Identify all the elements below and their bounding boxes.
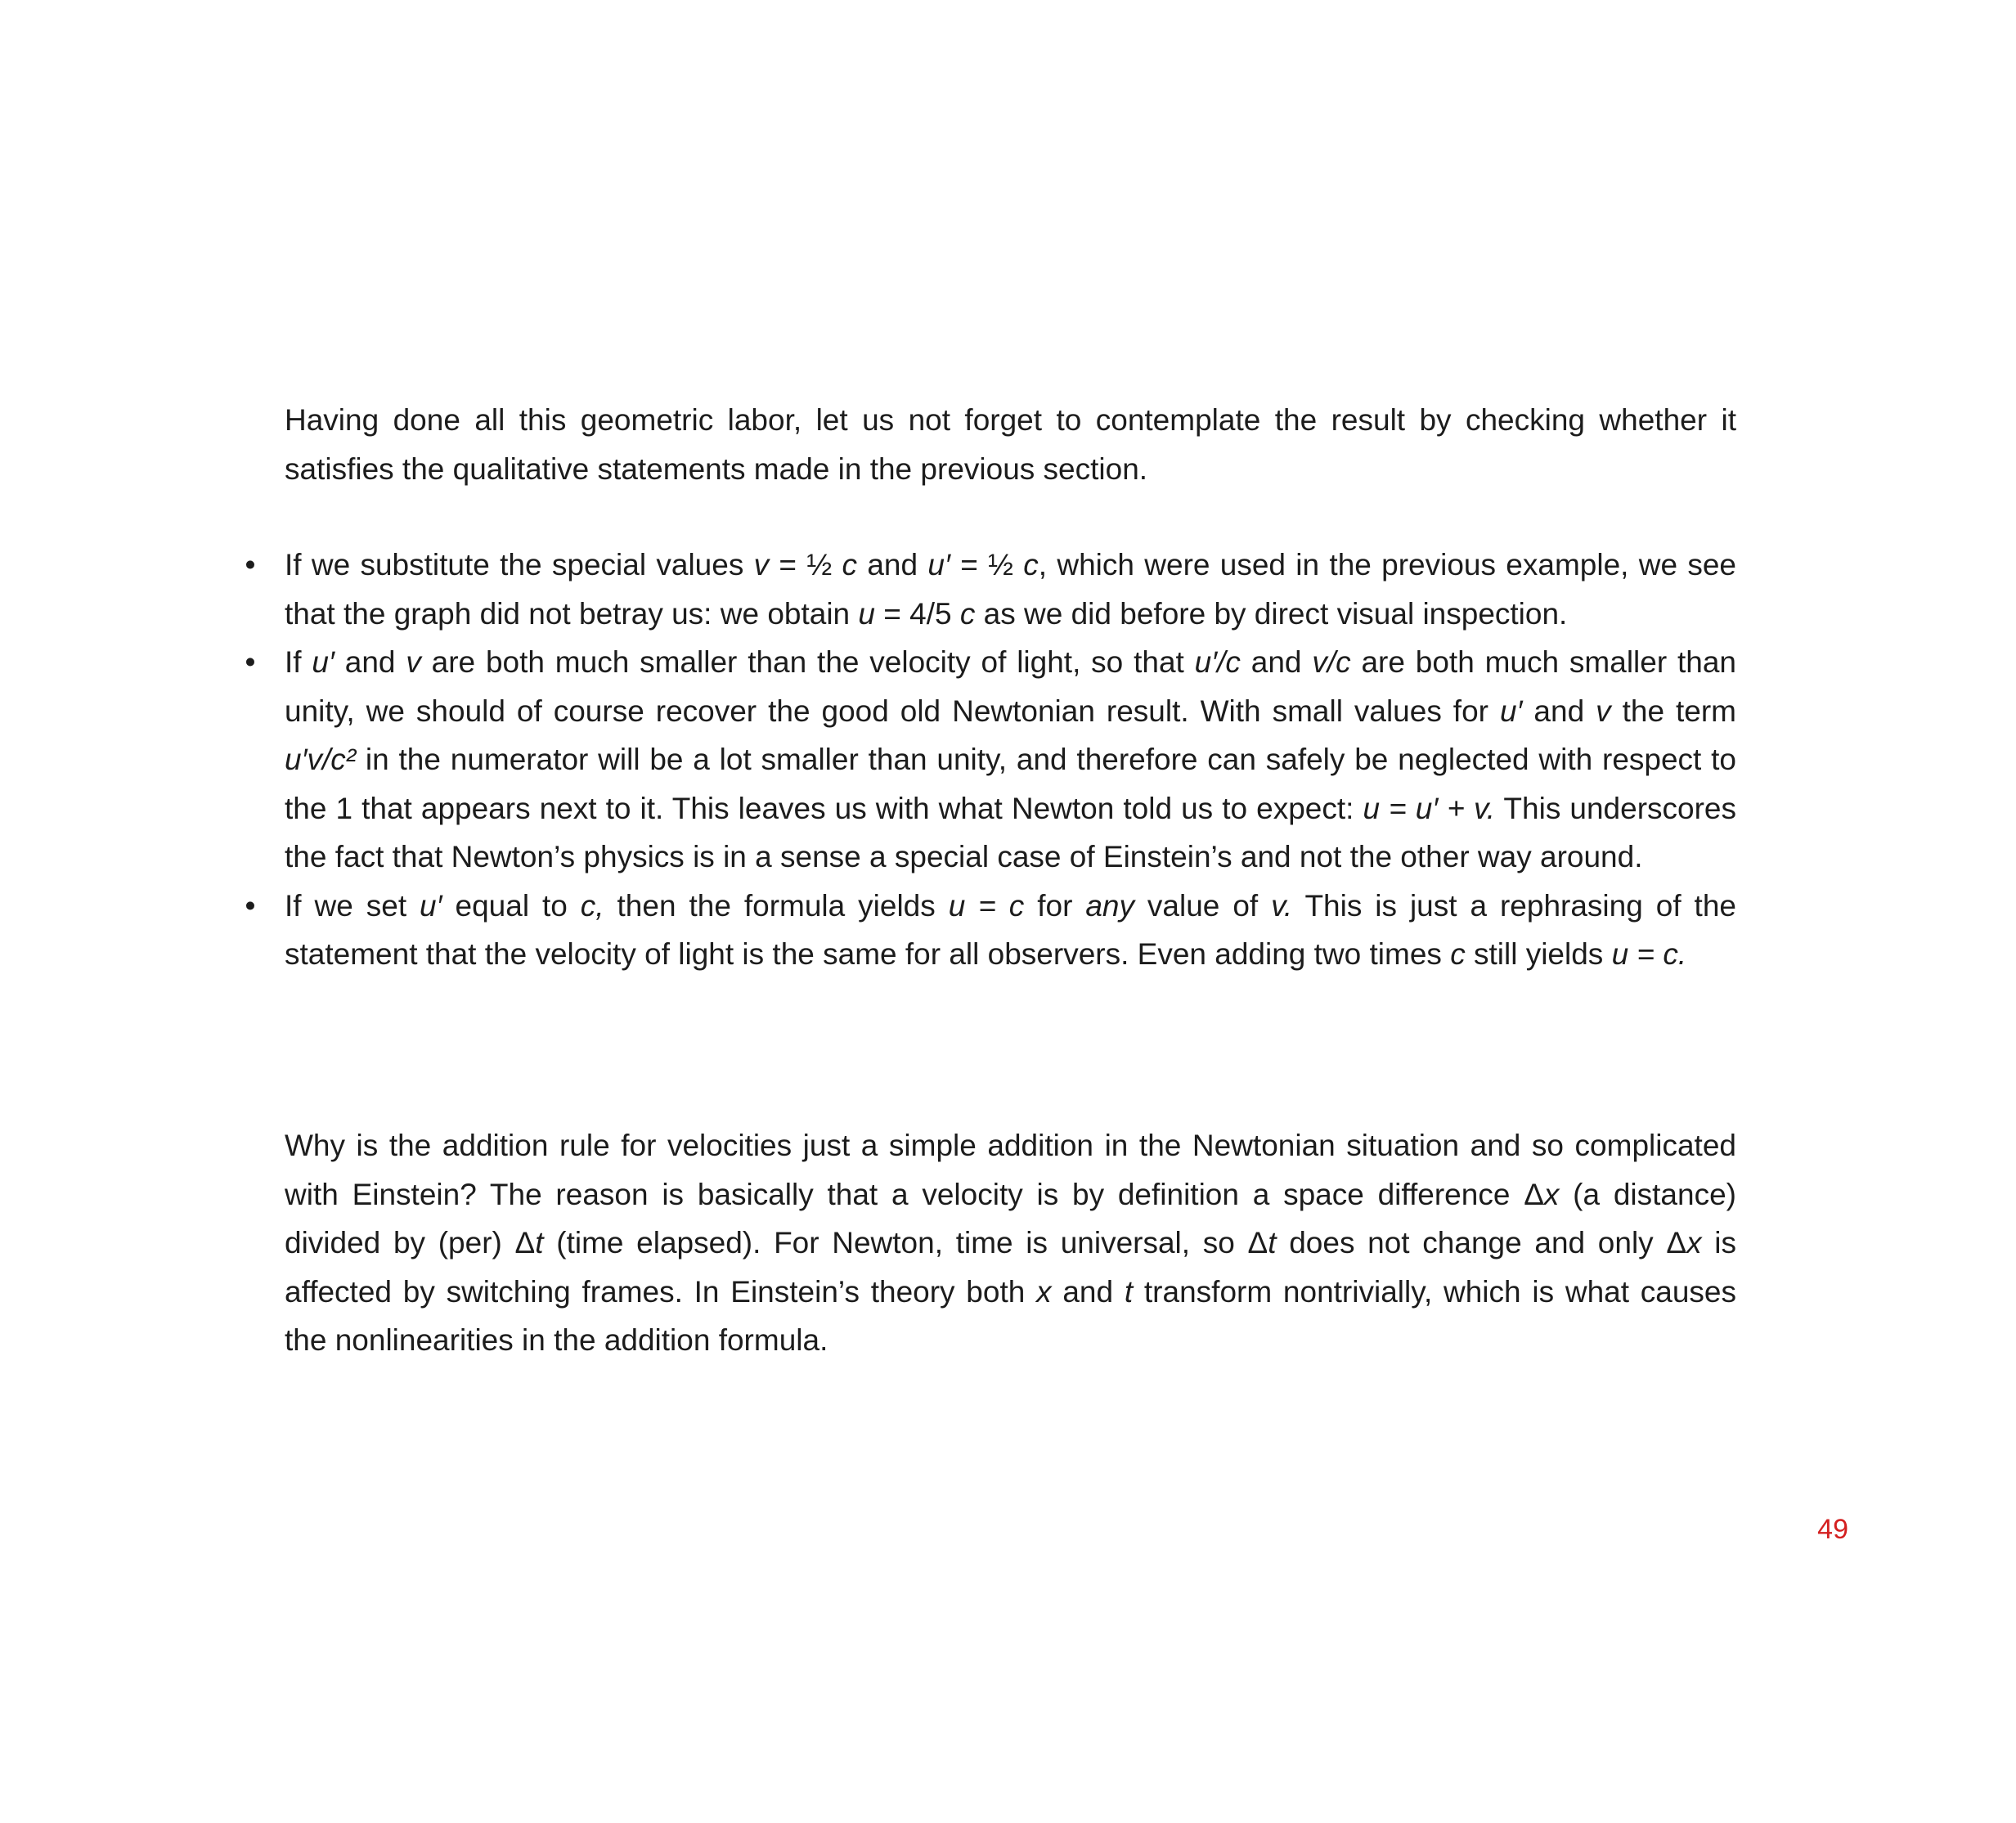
text-run: and [1051, 1274, 1125, 1309]
text-run: If [285, 645, 312, 679]
text-run: are both much smaller than unity, we should of course recover the good old Newtonian result. With small values for [285, 645, 1737, 728]
text-run: and [857, 548, 928, 581]
math-var: x [1036, 1274, 1052, 1309]
text-run: equal to [442, 888, 581, 923]
text-run: = 4/5 [875, 596, 960, 631]
text-run: is affected by switching frames. In Einstein’s theory both [285, 1226, 1737, 1309]
bullet-icon: • [245, 548, 256, 581]
math-expr: v/c [1312, 645, 1351, 679]
math-expr: u′/c [1194, 645, 1241, 679]
text-run: (time elapsed). For Newton, time is universal, so Δ [543, 1226, 1268, 1259]
text-run: = ½ [950, 548, 1024, 581]
text-run: This underscores the fact that Newton’s physics is in a sense a special case of Einstein’s and not the other way around. [285, 791, 1736, 873]
math-var: v [753, 548, 770, 581]
math-var: c [842, 548, 858, 581]
math-var: v. [1271, 888, 1293, 923]
text-run: If we substitute the special values [285, 548, 754, 581]
text-run: This is just a rephrasing of the statement that the velocity of light is the same for all observers. Even adding two times [285, 888, 1736, 971]
math-var: x [1543, 1177, 1560, 1211]
bullet-item-special-values [245, 541, 1737, 638]
emphasis: any [1085, 888, 1134, 923]
math-var: c [959, 596, 976, 631]
text-run: = ½ [769, 548, 842, 581]
text-run: , which were used in the previous example, we see that the graph did not betray us: we obtain [285, 548, 1737, 631]
math-expr: u = c [948, 888, 1025, 923]
bullet-item-newtonian-limit [245, 638, 1737, 882]
text-run: still yields [1465, 937, 1612, 971]
explanation-paragraph [285, 1121, 1736, 1365]
bullet-list [245, 541, 1737, 979]
text-run: and [1522, 694, 1596, 728]
math-var: t [1268, 1226, 1277, 1259]
math-expr: u′v/c² [285, 743, 357, 776]
math-var: u [858, 596, 875, 631]
bullet-icon: • [245, 645, 256, 679]
intro-paragraph [285, 396, 1736, 493]
text-run: (a distance) divided by (per) Δ [285, 1177, 1736, 1259]
text-run: transform nontrivially, which is what causes the nonlinearities in the addition formula. [285, 1274, 1737, 1357]
math-var: u′ [420, 888, 442, 923]
intro-paragraph-text: Having done all this geometric labor, let us not forget to contemplate the result by checking whether it satisfies the qualitative statements made in the previous section. [285, 403, 1736, 486]
bullet-icon: • [245, 888, 256, 923]
text-run: as we did before by direct visual inspection. [975, 596, 1568, 631]
math-var: v [406, 645, 421, 679]
page-number: 49 [1817, 1514, 1848, 1545]
math-var: t [1124, 1274, 1134, 1309]
math-var: v [1596, 694, 1611, 728]
text-run: and [334, 645, 406, 679]
text-run: If we set [285, 888, 420, 923]
bullet-list-block [245, 541, 1737, 979]
math-var: u′ [927, 548, 950, 581]
math-expr: u = c. [1611, 937, 1687, 971]
math-var: u′ [312, 645, 335, 679]
math-var: c, [580, 888, 604, 923]
text-run: for [1024, 888, 1086, 923]
text-run: and [1240, 645, 1313, 679]
math-var: c [1023, 548, 1039, 581]
text-run: does not change and only Δ [1276, 1226, 1687, 1259]
text-run: Why is the addition rule for velocities just a simple addition in the Newtonian situation and so complicated with Einstein? The reason is basically that a velocity is by definition a space difference Δ [285, 1129, 1736, 1211]
text-run: in the numerator will be a lot smaller than unity, and therefore can safely be neglected with respect to the 1 that appears next to it. This leaves us with what Newton told us to expect: [285, 743, 1736, 825]
text-run: are both much smaller than the velocity of light, so that [420, 645, 1195, 679]
text-run: value of [1134, 888, 1272, 923]
text-run: then the formula yields [604, 888, 949, 923]
math-var: u′ [1499, 694, 1523, 728]
math-var: c [1450, 937, 1466, 971]
math-var: t [535, 1226, 544, 1259]
bullet-item-light-speed [245, 882, 1736, 979]
explanation-paragraph-text [285, 1121, 1736, 1365]
text-run: the term [1610, 694, 1737, 728]
math-expr: u = u′ + v. [1363, 791, 1496, 825]
math-var: x [1686, 1226, 1702, 1259]
